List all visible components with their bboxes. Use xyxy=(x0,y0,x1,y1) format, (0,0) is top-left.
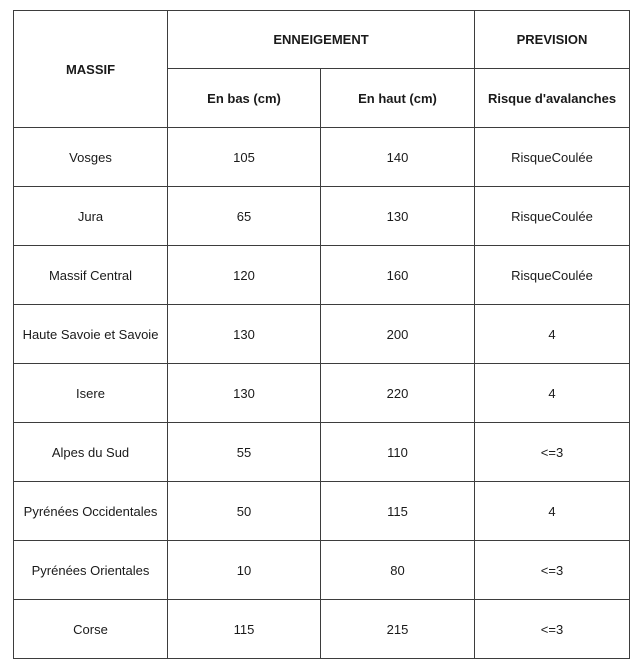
en-haut-cell: 215 xyxy=(321,600,475,659)
massif-cell: Massif Central xyxy=(14,246,168,305)
en-haut-cell: 110 xyxy=(321,423,475,482)
risque-cell: RisqueCoulée xyxy=(475,128,630,187)
massif-cell: Jura xyxy=(14,187,168,246)
en-bas-cell: 105 xyxy=(168,128,321,187)
header-enneigement: ENNEIGEMENT xyxy=(168,11,475,69)
en-haut-cell: 200 xyxy=(321,305,475,364)
massif-cell: Corse xyxy=(14,600,168,659)
en-haut-cell: 80 xyxy=(321,541,475,600)
en-bas-cell: 115 xyxy=(168,600,321,659)
header-en-bas: En bas (cm) xyxy=(168,69,321,128)
risque-cell: 4 xyxy=(475,482,630,541)
massif-cell: Pyrénées Orientales xyxy=(14,541,168,600)
en-bas-cell: 50 xyxy=(168,482,321,541)
risque-cell: 4 xyxy=(475,364,630,423)
table-row-pyrenees-orientales xyxy=(14,541,630,600)
risque-cell: <=3 xyxy=(475,600,630,659)
table-row-alpes-du-sud xyxy=(14,423,630,482)
en-bas-cell: 130 xyxy=(168,364,321,423)
snow-avalanche-table xyxy=(13,10,630,659)
snow-avalanche-table-container xyxy=(13,10,630,659)
en-bas-cell: 10 xyxy=(168,541,321,600)
table-row-pyrenees-occidentales xyxy=(14,482,630,541)
table-row-corse xyxy=(14,600,630,659)
table-row-vosges xyxy=(14,128,630,187)
risque-cell: RisqueCoulée xyxy=(475,187,630,246)
en-haut-cell: 130 xyxy=(321,187,475,246)
en-haut-cell: 140 xyxy=(321,128,475,187)
header-massif: MASSIF xyxy=(14,11,168,128)
massif-cell: Haute Savoie et Savoie xyxy=(14,305,168,364)
table-row-jura xyxy=(14,187,630,246)
en-bas-cell: 65 xyxy=(168,187,321,246)
en-bas-cell: 55 xyxy=(168,423,321,482)
table-row-isere xyxy=(14,364,630,423)
en-haut-cell: 115 xyxy=(321,482,475,541)
en-haut-cell: 160 xyxy=(321,246,475,305)
massif-cell: Pyrénées Occidentales xyxy=(14,482,168,541)
massif-cell: Vosges xyxy=(14,128,168,187)
risque-cell: <=3 xyxy=(475,423,630,482)
header-en-haut: En haut (cm) xyxy=(321,69,475,128)
risque-cell: <=3 xyxy=(475,541,630,600)
en-bas-cell: 130 xyxy=(168,305,321,364)
header-row-top xyxy=(14,11,630,69)
massif-cell: Alpes du Sud xyxy=(14,423,168,482)
en-haut-cell: 220 xyxy=(321,364,475,423)
table-row-massif-central xyxy=(14,246,630,305)
table-row-haute-savoie xyxy=(14,305,630,364)
header-risque-avalanches: Risque d'avalanches xyxy=(475,69,630,128)
risque-cell: 4 xyxy=(475,305,630,364)
risque-cell: RisqueCoulée xyxy=(475,246,630,305)
en-bas-cell: 120 xyxy=(168,246,321,305)
massif-cell: Isere xyxy=(14,364,168,423)
header-prevision: PREVISION xyxy=(475,11,630,69)
